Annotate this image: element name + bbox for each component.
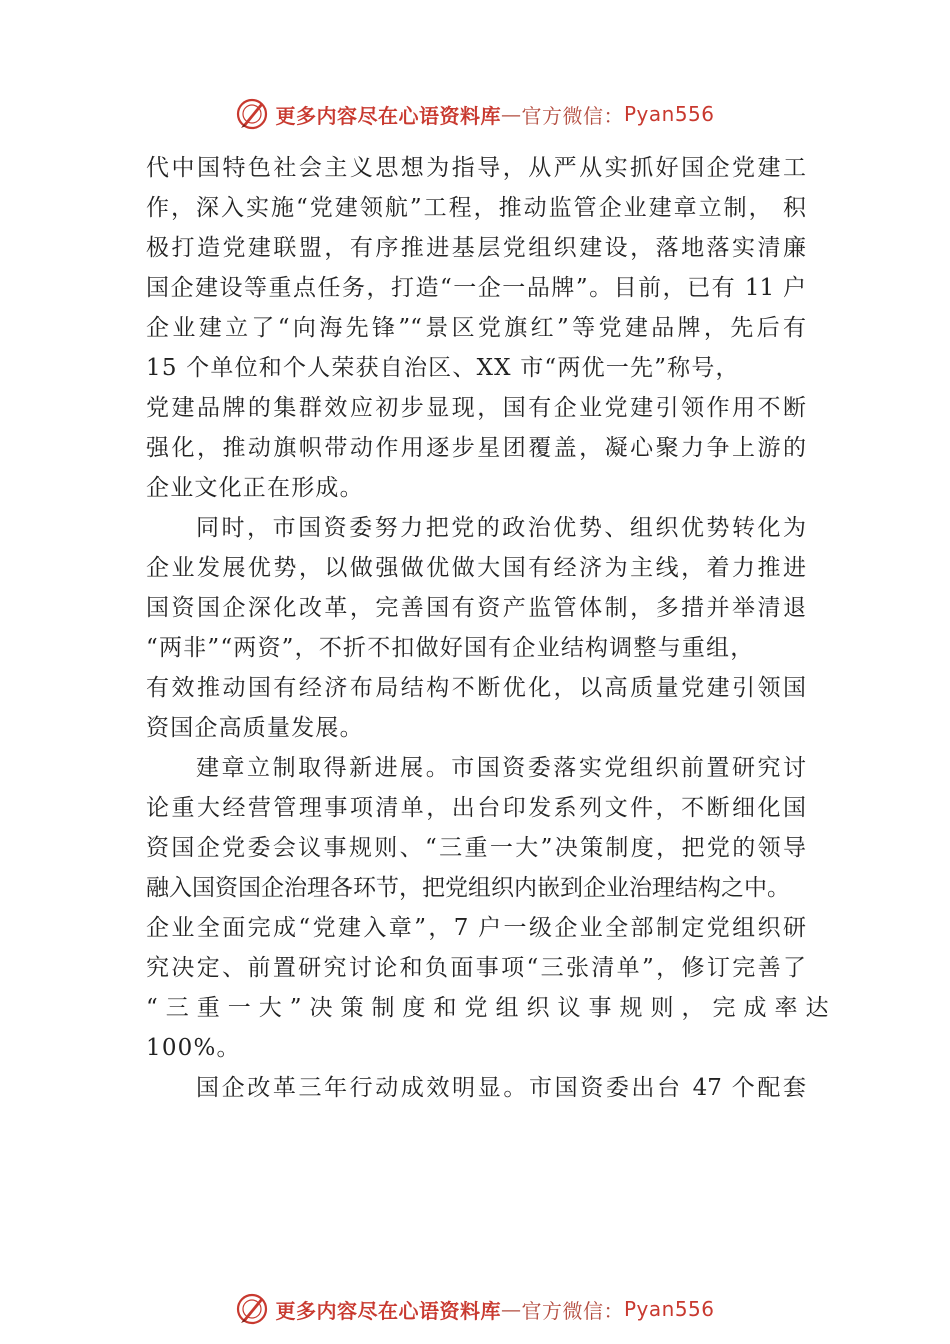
text-line: 资国企高质量发展。 (146, 715, 364, 741)
text-line: “两非”“两资”，不折不扣做好国有企业结构调整与重组， (146, 635, 755, 661)
text-line: 企业建立了“向海先锋”“景区党旗红”等党建品牌，先后有 (146, 315, 806, 341)
text-line: 党建品牌的集群效应初步显现，国有企业党建引领作用不断 (146, 395, 806, 421)
text-line: 代中国特色社会主义思想为指导，从严从实抓好国企党建工 (146, 155, 806, 181)
paragraph-first-line: 同时，市国资委努力把党的政治优势、组织优势转化为 (196, 515, 806, 541)
brush-logo-icon (235, 97, 269, 131)
text-line: 论重大经营管理事项清单，出台印发系列文件，不断细化国 (146, 795, 806, 821)
paragraph-first-line: 国企改革三年行动成效明显。市国资委出台 47 个配套 (196, 1075, 806, 1101)
text-line: 国资国企深化改革，完善国有资产监管体制，多措并举清退 (146, 595, 806, 621)
footer-dash: — (500, 1297, 522, 1321)
text-line: 企业文化正在形成。 (146, 475, 364, 501)
text-line: 企业全面完成“党建入章”，7 户一级企业全部制定党组织研 (146, 915, 806, 941)
text-line: 15 个单位和个人荣获自治区、XX 市“两优一先”称号， (146, 355, 740, 381)
text-line: 100%。 (146, 1035, 241, 1061)
footer-wechat-label: 官方微信： (521, 1298, 624, 1323)
text-line: “三重一大”决策制度和党组织议事规则，完成率达 (146, 995, 837, 1021)
footer-wechat-id: Pyan556 (623, 1297, 715, 1321)
footer-banner (0, 1287, 950, 1331)
text-line: 极打造党建联盟，有序推进基层党组织建设，落地落实清廉 (146, 235, 806, 261)
document-body (146, 148, 837, 1108)
paragraph-first-line: 建章立制取得新进展。市国资委落实党组织前置研究讨 (196, 755, 806, 781)
brush-logo-icon (235, 1292, 269, 1326)
text-line: 资国企党委会议事规则、“三重一大”决策制度，把党的领导 (146, 835, 806, 861)
footer-site-name: 更多内容尽在心语资料库 (275, 1298, 501, 1323)
header-dash: — (500, 102, 522, 126)
text-line: 有效推动国有经济布局结构不断优化，以高质量党建引领国 (146, 675, 806, 701)
header-banner (0, 92, 950, 136)
text-line: 强化，推动旗帜带动作用逐步星团覆盖，凝心聚力争上游的 (146, 435, 806, 461)
header-site-name: 更多内容尽在心语资料库 (275, 103, 501, 128)
text-line: 融入国资国企治理各环节，把党组织内嵌到企业治理结构之中。 (146, 875, 790, 901)
text-line: 国企建设等重点任务，打造“一企一品牌”。目前，已有 11 户 (146, 275, 806, 301)
header-wechat-id: Pyan556 (623, 102, 715, 126)
header-wechat-label: 官方微信： (521, 103, 624, 128)
text-line: 企业发展优势，以做强做优做大国有经济为主线，着力推进 (146, 555, 806, 581)
text-line: 作，深入实施“党建领航”工程，推动监管企业建章立制， 积 (146, 195, 806, 221)
text-line: 究决定、前置研究讨论和负面事项“三张清单”，修订完善了 (146, 955, 806, 981)
